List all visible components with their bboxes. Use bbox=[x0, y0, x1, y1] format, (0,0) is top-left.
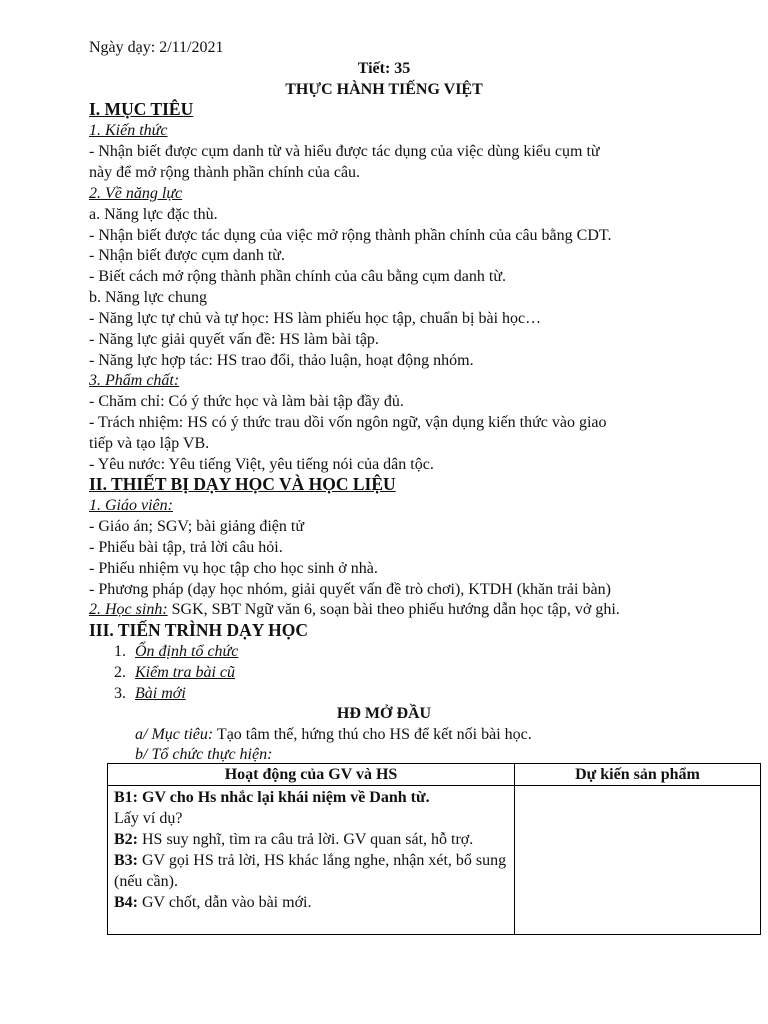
ability-line: - Năng lực tự chủ và tự học: HS làm phiếu học tập, chuẩn bị bài học… bbox=[89, 310, 542, 327]
activity-goal bbox=[135, 724, 532, 745]
section-objectives-heading: I. MỤC TIÊU bbox=[89, 99, 194, 119]
activity-table bbox=[107, 763, 761, 935]
process-step bbox=[100, 662, 235, 683]
table-header: Dự kiến sản phẩm bbox=[515, 764, 761, 786]
knowledge-line: này để mở rộng thành phần chính của câu. bbox=[89, 164, 361, 181]
table-header: Hoạt động của GV và HS bbox=[108, 764, 515, 786]
step-text: GV chốt, dẫn vào bài mới. bbox=[138, 894, 312, 911]
expected-product-cell bbox=[515, 786, 761, 935]
student-text: SGK, SBT Ngữ văn 6, soạn bài theo phiếu hướng dẫn học tập, vở ghi. bbox=[167, 601, 620, 618]
step-number: 1. bbox=[114, 643, 126, 660]
lesson-title: THỰC HÀNH TIẾNG VIỆT bbox=[285, 81, 483, 98]
ability-line: - Năng lực giải quyết vấn đề: HS làm bài tập. bbox=[89, 331, 379, 348]
student-line bbox=[89, 599, 620, 620]
step-b4 bbox=[114, 892, 514, 913]
teacher-line: - Phiếu bài tập, trả lời câu hỏi. bbox=[89, 539, 283, 556]
table-header-row bbox=[108, 764, 761, 786]
teacher-line: - Giáo án; SGV; bài giảng điện tử bbox=[89, 518, 304, 535]
ability-line: a. Năng lực đặc thù. bbox=[89, 206, 218, 223]
step-text: GV cho Hs nhắc lại khái niệm về Danh từ. bbox=[138, 789, 430, 806]
teacher-heading: 1. Giáo viên: bbox=[89, 497, 173, 514]
knowledge-heading: 1. Kiến thức bbox=[89, 122, 168, 139]
table-row bbox=[108, 786, 761, 935]
step-b1 bbox=[114, 787, 514, 808]
ability-line: - Biết cách mở rộng thành phần chính của câu bằng cụm danh từ. bbox=[89, 268, 506, 285]
date-value: 2/11/2021 bbox=[159, 39, 224, 56]
step-b2 bbox=[114, 829, 514, 850]
quality-line: tiếp và tạo lập VB. bbox=[89, 435, 210, 452]
step-label: B3: bbox=[114, 852, 138, 869]
quality-heading: 3. Phẩm chất: bbox=[89, 372, 180, 389]
goal-text: Tạo tâm thế, hứng thú cho HS để kết nối bài học. bbox=[213, 726, 532, 743]
teacher-line: - Phương pháp (dạy học nhóm, giải quyết vấn đề trò chơi), KTDH (khăn trải bàn) bbox=[89, 581, 611, 598]
step-label: Bài mới bbox=[135, 685, 186, 702]
teaching-date bbox=[89, 37, 224, 58]
teacher-line: - Phiếu nhiệm vụ học tập cho học sinh ở nhà. bbox=[89, 560, 378, 577]
step-text: HS suy nghĩ, tìm ra câu trả lời. GV quan sát, hỗ trợ. bbox=[138, 831, 474, 848]
section-equipment-heading: II. THIẾT BỊ DẠY HỌC VÀ HỌC LIỆU bbox=[89, 474, 396, 494]
ability-heading: 2. Về năng lực bbox=[89, 185, 183, 202]
section-process-heading: III. TIẾN TRÌNH DẠY HỌC bbox=[89, 620, 308, 640]
ability-line: - Nhận biết được cụm danh từ. bbox=[89, 247, 285, 264]
date-label: Ngày dạy: bbox=[89, 39, 156, 56]
step-number: 2. bbox=[114, 664, 126, 681]
step-label: Ổn định tổ chức bbox=[135, 643, 239, 660]
step-b3 bbox=[114, 850, 514, 892]
goal-label: a/ Mục tiêu: bbox=[135, 726, 214, 743]
step-label: B1: bbox=[114, 789, 138, 806]
ability-line: - Năng lực hợp tác: HS trao đổi, thảo luận, hoạt động nhóm. bbox=[89, 352, 474, 369]
process-step bbox=[100, 683, 186, 704]
step-b1-extra: Lấy ví dụ? bbox=[114, 810, 183, 827]
step-label: B2: bbox=[114, 831, 138, 848]
knowledge-line: - Nhận biết được cụm danh từ và hiểu được tác dụng của việc dùng kiểu cụm từ bbox=[89, 143, 600, 160]
ability-line: b. Năng lực chung bbox=[89, 289, 207, 306]
quality-line: - Yêu nước: Yêu tiếng Việt, yêu tiếng nói của dân tộc. bbox=[89, 456, 434, 473]
activity-organization: b/ Tổ chức thực hiện: bbox=[135, 746, 273, 763]
step-label: Kiểm tra bài cũ bbox=[135, 664, 235, 681]
process-step bbox=[100, 641, 238, 662]
step-number: 3. bbox=[114, 685, 126, 702]
ability-line: - Nhận biết được tác dụng của việc mở rộng thành phần chính của câu bằng CDT. bbox=[89, 227, 612, 244]
step-label: B4: bbox=[114, 894, 138, 911]
student-heading: 2. Học sinh: bbox=[89, 601, 168, 618]
quality-line: - Chăm chỉ: Có ý thức học và làm bài tập đầy đủ. bbox=[89, 393, 404, 410]
activity-title: HĐ MỞ ĐẦU bbox=[336, 705, 432, 722]
lesson-number: Tiết: 35 bbox=[357, 60, 411, 77]
step-text: GV gọi HS trả lời, HS khác lắng nghe, nhận xét, bổ sung (nếu cần). bbox=[114, 852, 507, 890]
activity-steps-cell bbox=[108, 786, 515, 935]
quality-line: - Trách nhiệm: HS có ý thức trau dồi vốn ngôn ngữ, vận dụng kiến thức vào giao bbox=[89, 414, 607, 431]
